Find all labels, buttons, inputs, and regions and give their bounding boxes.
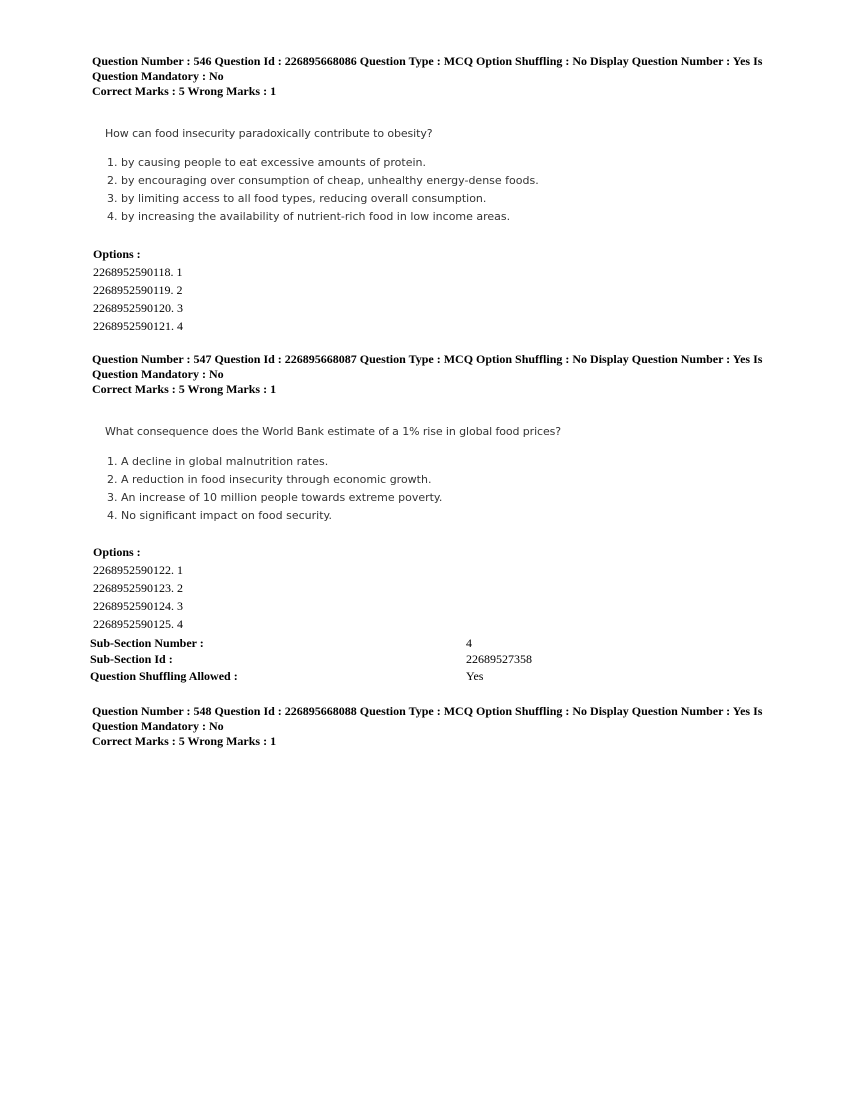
question-shuffling-row bbox=[90, 668, 570, 684]
option-id-item: 2268952590123. 2 bbox=[93, 581, 183, 595]
question-marks-line: Correct Marks : 5 Wrong Marks : 1 bbox=[92, 382, 277, 396]
subsection-id-label: Sub-Section Id : bbox=[90, 652, 173, 666]
option-id-item: 2268952590124. 3 bbox=[93, 599, 183, 613]
question-shuffling-value: Yes bbox=[466, 669, 484, 683]
question-546-header bbox=[92, 54, 772, 99]
question-547-text: What consequence does the World Bank estimate of a 1% rise in global food prices? bbox=[105, 425, 562, 438]
choice-item: 4. by increasing the availability of nutrient-rich food in low income areas. bbox=[107, 210, 511, 223]
question-mandatory-line: Question Mandatory : No bbox=[92, 367, 224, 381]
choice-item: 2. A reduction in food insecurity through economic growth. bbox=[107, 473, 432, 486]
choice-item: 4. No significant impact on food security. bbox=[107, 509, 332, 522]
question-mandatory-line: Question Mandatory : No bbox=[92, 69, 224, 83]
question-marks-line: Correct Marks : 5 Wrong Marks : 1 bbox=[92, 84, 277, 98]
question-shuffling-label: Question Shuffling Allowed : bbox=[90, 669, 238, 683]
question-header-line: Question Number : 547 Question Id : 226895668087 Question Type : MCQ Option Shuffling : No Display Question Number : Yes Is bbox=[92, 352, 763, 366]
choice-item: 3. An increase of 10 million people towards extreme poverty. bbox=[107, 491, 443, 504]
question-546-option-ids bbox=[93, 263, 183, 335]
subsection-number-label: Sub-Section Number : bbox=[90, 636, 204, 650]
option-id-item: 2268952590122. 1 bbox=[93, 563, 183, 577]
option-id-item: 2268952590125. 4 bbox=[93, 617, 183, 631]
option-id-item: 2268952590118. 1 bbox=[93, 265, 183, 279]
question-547-choices bbox=[107, 453, 442, 525]
choice-item: 2. by encouraging over consumption of cheap, unhealthy energy-dense foods. bbox=[107, 174, 539, 187]
choice-item: 1. A decline in global malnutrition rates. bbox=[107, 455, 329, 468]
option-id-item: 2268952590120. 3 bbox=[93, 301, 183, 315]
subsection-number-value: 4 bbox=[466, 636, 472, 650]
subsection-number-row bbox=[90, 635, 570, 651]
subsection-id-value: 22689527358 bbox=[466, 652, 532, 666]
option-id-item: 2268952590119. 2 bbox=[93, 283, 183, 297]
question-546-text: How can food insecurity paradoxically contribute to obesity? bbox=[105, 127, 433, 140]
choice-item: 3. by limiting access to all food types, reducing overall consumption. bbox=[107, 192, 487, 205]
options-label: Options : bbox=[93, 545, 141, 559]
subsection-id-row bbox=[90, 651, 570, 667]
question-mandatory-line: Question Mandatory : No bbox=[92, 719, 224, 733]
question-header-line: Question Number : 546 Question Id : 226895668086 Question Type : MCQ Option Shuffling : No Display Question Number : Yes Is bbox=[92, 54, 763, 68]
question-548-header bbox=[92, 704, 772, 749]
question-546-choices bbox=[107, 154, 539, 226]
question-header-line: Question Number : 548 Question Id : 226895668088 Question Type : MCQ Option Shuffling : No Display Question Number : Yes Is bbox=[92, 704, 763, 718]
question-547-header bbox=[92, 352, 772, 397]
option-id-item: 2268952590121. 4 bbox=[93, 319, 183, 333]
choice-item: 1. by causing people to eat excessive amounts of protein. bbox=[107, 156, 426, 169]
options-label: Options : bbox=[93, 247, 141, 261]
question-547-option-ids bbox=[93, 561, 183, 633]
question-marks-line: Correct Marks : 5 Wrong Marks : 1 bbox=[92, 734, 277, 748]
